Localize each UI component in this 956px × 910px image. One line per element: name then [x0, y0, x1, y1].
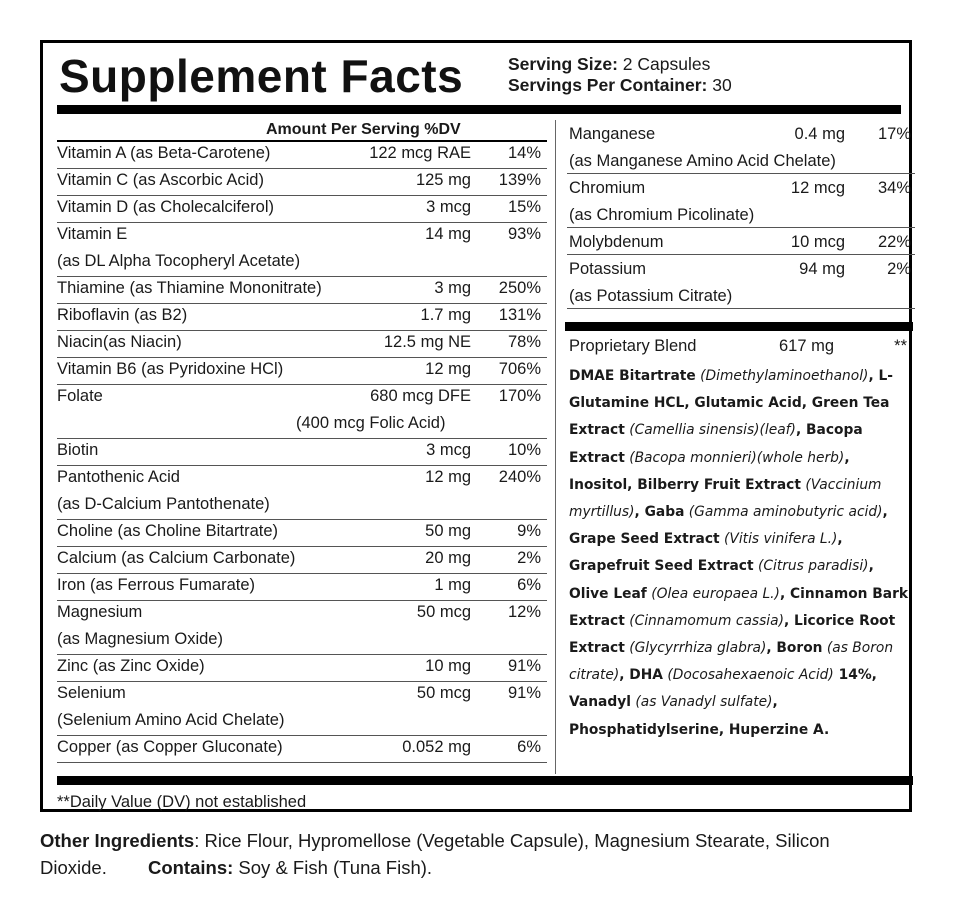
- nutrient-dv: 14%: [507, 144, 541, 162]
- nutrient-source: (400 mcg Folic Acid): [296, 414, 446, 432]
- nutrient-dv: 139%: [498, 171, 541, 189]
- nutrient-row: [57, 439, 547, 466]
- nutrient-name: Choline (as Choline Bitartrate): [57, 522, 279, 540]
- blend-ingredient-source: (Olea europaea L.): [646, 585, 780, 602]
- nutrient-row: [57, 547, 547, 574]
- nutrient-amount: 0.052 mg: [402, 738, 471, 756]
- blend-ingredient: Bacopa Extract: [569, 422, 863, 466]
- nutrient-amount: 12 mg: [425, 468, 471, 486]
- nutrient-dv: 78%: [507, 333, 541, 351]
- nutrient-row: [567, 120, 915, 174]
- nutrient-dv: 22%: [877, 233, 911, 251]
- nutrient-source: (Selenium Amino Acid Chelate): [57, 711, 285, 729]
- nutrient-name: Potassium: [569, 260, 647, 278]
- nutrient-amount: 10 mg: [425, 657, 471, 675]
- nutrient-row: [57, 601, 547, 655]
- blend-separator: ,: [766, 640, 772, 657]
- nutrient-source: (as Potassium Citrate): [569, 287, 733, 305]
- nutrient-amount: 122 mcg RAE: [369, 144, 471, 162]
- blend-ingredient-source: (Camellia sinensis)(leaf): [624, 422, 796, 439]
- nutrient-amount: 125 mg: [415, 171, 471, 189]
- nutrient-name: Manganese: [569, 125, 656, 143]
- blend-separator: ,: [783, 612, 790, 629]
- blend-ingredient-source: (Gamma aminobutyric acid): [684, 504, 883, 521]
- blend-ingredient-source: (Vitis vinifera L.): [719, 531, 838, 548]
- blend-ingredient: Grape Seed Extract: [569, 531, 720, 548]
- nutrient-row: [57, 277, 547, 304]
- nutrient-name: Vitamin C (as Ascorbic Acid): [57, 171, 264, 189]
- blend-thick-rule: [565, 322, 913, 331]
- nutrient-dv: 15%: [507, 198, 541, 216]
- nutrient-name: Magnesium: [57, 603, 143, 621]
- nutrient-amount: 12.5 mg NE: [383, 333, 471, 351]
- nutrient-row: [57, 682, 547, 736]
- nutrient-dv: 9%: [517, 522, 541, 540]
- blend-ingredient-source: (as Vanadyl sulfate): [630, 694, 773, 711]
- nutrient-amount: 3 mg: [434, 279, 471, 297]
- nutrient-dv: 93%: [507, 225, 541, 243]
- nutrient-row: [57, 223, 547, 277]
- nutrient-dv: 2%: [517, 549, 541, 567]
- nutrient-row: [567, 228, 915, 255]
- nutrient-amount: 50 mcg: [416, 684, 471, 702]
- blend-ingredient-source: (Vaccinium myrtillus): [569, 476, 882, 521]
- blend-ingredient: Gaba: [639, 504, 685, 521]
- blend-ingredient: L-Glutamine HCL, Glutamic Acid, Green Tea Extract: [569, 368, 894, 439]
- nutrient-row: [57, 142, 547, 169]
- blend-ingredient: Phosphatidylserine, Huperzine A.: [569, 721, 830, 738]
- nutrient-row: [57, 169, 547, 196]
- nutrient-dv: 170%: [498, 387, 541, 405]
- blend-separator: ,: [844, 449, 850, 466]
- right-nutrient-table: [567, 120, 915, 309]
- blend-separator: ,: [634, 504, 640, 521]
- blend-dv: **: [894, 337, 907, 355]
- nutrient-name: Iron (as Ferrous Fumarate): [57, 576, 256, 594]
- supplement-facts-panel: [40, 40, 912, 812]
- nutrient-name: Pantothenic Acid: [57, 468, 180, 486]
- nutrient-name: Copper (as Copper Gluconate): [57, 738, 283, 756]
- nutrient-source: (as Chromium Picolinate): [569, 206, 755, 224]
- blend-ingredient: DHA: [624, 667, 663, 684]
- blend-ingredient-source: (as Boron citrate): [569, 640, 894, 684]
- nutrient-amount: 1 mg: [434, 576, 471, 594]
- blend-separator: ,: [882, 504, 888, 521]
- blend-ingredient: Licorice Root Extract: [569, 612, 896, 657]
- blend-ingredient-source: (Docosahexaenoic Acid): [662, 667, 834, 684]
- nutrient-source: (as DL Alpha Tocopheryl Acetate): [57, 252, 301, 270]
- blend-separator: ,: [779, 585, 786, 602]
- blend-header: [569, 337, 909, 356]
- nutrient-row: [57, 331, 547, 358]
- blend-name: Proprietary Blend: [569, 337, 697, 355]
- nutrient-amount: 680 mcg DFE: [370, 387, 471, 405]
- blend-ingredient-source: (Dimethylaminoethanol): [695, 368, 869, 384]
- blend-ingredients: [569, 363, 909, 744]
- blend-separator: ,: [868, 558, 874, 575]
- nutrient-amount: 14 mg: [425, 225, 471, 243]
- blend-ingredient: Cinnamon Bark Extract: [569, 585, 909, 629]
- nutrient-source: (as Manganese Amino Acid Chelate): [569, 152, 836, 170]
- column-divider: [555, 120, 556, 774]
- nutrient-row: [57, 466, 547, 520]
- nutrient-amount: 3 mcg: [426, 198, 471, 216]
- nutrient-amount: 3 mcg: [426, 441, 471, 459]
- top-thick-rule: [57, 105, 901, 114]
- nutrient-amount: 12 mcg: [790, 179, 845, 197]
- blend-ingredient: Olive Leaf: [569, 585, 647, 602]
- nutrient-name: Vitamin E: [57, 225, 128, 243]
- other-ingredients-label: Other Ingredients: [40, 830, 195, 851]
- nutrient-dv: 10%: [507, 441, 541, 459]
- nutrient-row: [57, 736, 547, 763]
- nutrient-amount: 20 mg: [425, 549, 471, 567]
- blend-ingredient: Boron: [771, 640, 823, 657]
- nutrient-dv: 6%: [517, 576, 541, 594]
- bottom-thick-rule: [57, 776, 913, 785]
- blend-amount: 617 mg: [779, 337, 835, 355]
- nutrient-row: [57, 520, 547, 547]
- nutrient-dv: 240%: [498, 468, 541, 486]
- nutrient-dv: 131%: [498, 306, 541, 324]
- serving-size-label: Serving Size:: [508, 54, 618, 74]
- blend-separator: ,: [868, 368, 874, 384]
- nutrient-amount: 10 mcg: [790, 233, 845, 251]
- blend-ingredient-source: (Bacopa monnieri)(whole herb): [624, 449, 845, 466]
- nutrient-name: Thiamine (as Thiamine Mononitrate): [57, 279, 322, 297]
- nutrient-dv: 91%: [507, 684, 541, 702]
- serving-size-value: 2 Capsules: [617, 54, 711, 74]
- blend-separator: ,: [619, 667, 625, 684]
- nutrient-amount: 1.7 mg: [420, 306, 471, 324]
- nutrient-amount: 50 mcg: [416, 603, 471, 621]
- serving-info: [508, 54, 732, 96]
- nutrient-dv: 17%: [877, 125, 911, 143]
- nutrient-dv: 6%: [517, 738, 541, 756]
- servings-per-container-value: 30: [707, 75, 732, 95]
- blend-ingredient: DMAE Bitartrate: [569, 368, 696, 384]
- nutrient-dv: 706%: [498, 360, 541, 378]
- contains-label: Contains:: [147, 857, 234, 878]
- blend-separator: ,: [772, 694, 778, 711]
- nutrient-row: [57, 196, 547, 223]
- left-nutrient-table: [57, 120, 547, 763]
- blend-ingredient-source: (Cinnamomum cassia): [624, 612, 784, 629]
- nutrient-row: [57, 574, 547, 601]
- nutrient-name: Molybdenum: [569, 233, 664, 251]
- blend-ingredient: 14%, Vanadyl: [569, 667, 877, 711]
- nutrient-amount: 50 mg: [425, 522, 471, 540]
- nutrient-name: Zinc (as Zinc Oxide): [57, 657, 205, 675]
- other-ingredients: [40, 827, 920, 881]
- nutrient-name: Folate: [57, 387, 103, 405]
- nutrient-name: Riboflavin (as B2): [57, 306, 188, 324]
- nutrient-source: (as Magnesium Oxide): [57, 630, 223, 648]
- other-ingredients-text: : Rice Flour, Hypromellose (Vegetable Capsule), Magnesium Stearate, Silicon Dioxide.: [40, 830, 830, 878]
- blend-ingredient: Grapefruit Seed Extract: [569, 558, 754, 575]
- blend-ingredient: Inositol, Bilberry Fruit Extract: [569, 476, 801, 493]
- nutrient-name: Chromium: [569, 179, 646, 197]
- nutrient-name: Vitamin D (as Cholecalciferol): [57, 198, 275, 216]
- nutrient-dv: 250%: [498, 279, 541, 297]
- panel-title: Supplement Facts: [59, 50, 464, 102]
- nutrient-amount: 0.4 mg: [794, 125, 845, 143]
- nutrient-dv: 34%: [877, 179, 911, 197]
- nutrient-amount: 12 mg: [425, 360, 471, 378]
- contains-text: Soy & Fish (Tuna Fish).: [233, 857, 433, 878]
- nutrient-name: Biotin: [57, 441, 99, 459]
- footnote: **Daily Value (DV) not established: [57, 793, 307, 811]
- nutrient-row: [567, 174, 915, 228]
- blend-ingredient-source: (Glycyrrhiza glabra): [624, 640, 767, 657]
- blend-separator: ,: [837, 531, 843, 548]
- blend-separator: ,: [795, 422, 802, 439]
- nutrient-name: Vitamin A (as Beta-Carotene): [57, 144, 271, 162]
- nutrient-dv: 91%: [507, 657, 541, 675]
- nutrient-row: [57, 358, 547, 385]
- table-header: Amount Per Serving %DV: [57, 120, 547, 142]
- nutrient-row: [57, 304, 547, 331]
- nutrient-dv: 2%: [887, 260, 911, 278]
- nutrient-name: Calcium (as Calcium Carbonate): [57, 549, 296, 567]
- blend-ingredient-source: (Citrus paradisi): [753, 558, 869, 575]
- nutrient-row: [567, 255, 915, 309]
- nutrient-source: (as D-Calcium Pantothenate): [57, 495, 270, 513]
- nutrient-dv: 12%: [507, 603, 541, 621]
- nutrient-name: Niacin(as Niacin): [57, 333, 182, 351]
- servings-per-container-label: Servings Per Container:: [508, 75, 708, 95]
- nutrient-name: Selenium: [57, 684, 126, 702]
- nutrient-name: Vitamin B6 (as Pyridoxine HCl): [57, 360, 284, 378]
- nutrient-row: [57, 655, 547, 682]
- nutrient-amount: 94 mg: [799, 260, 845, 278]
- nutrient-row: [57, 385, 547, 439]
